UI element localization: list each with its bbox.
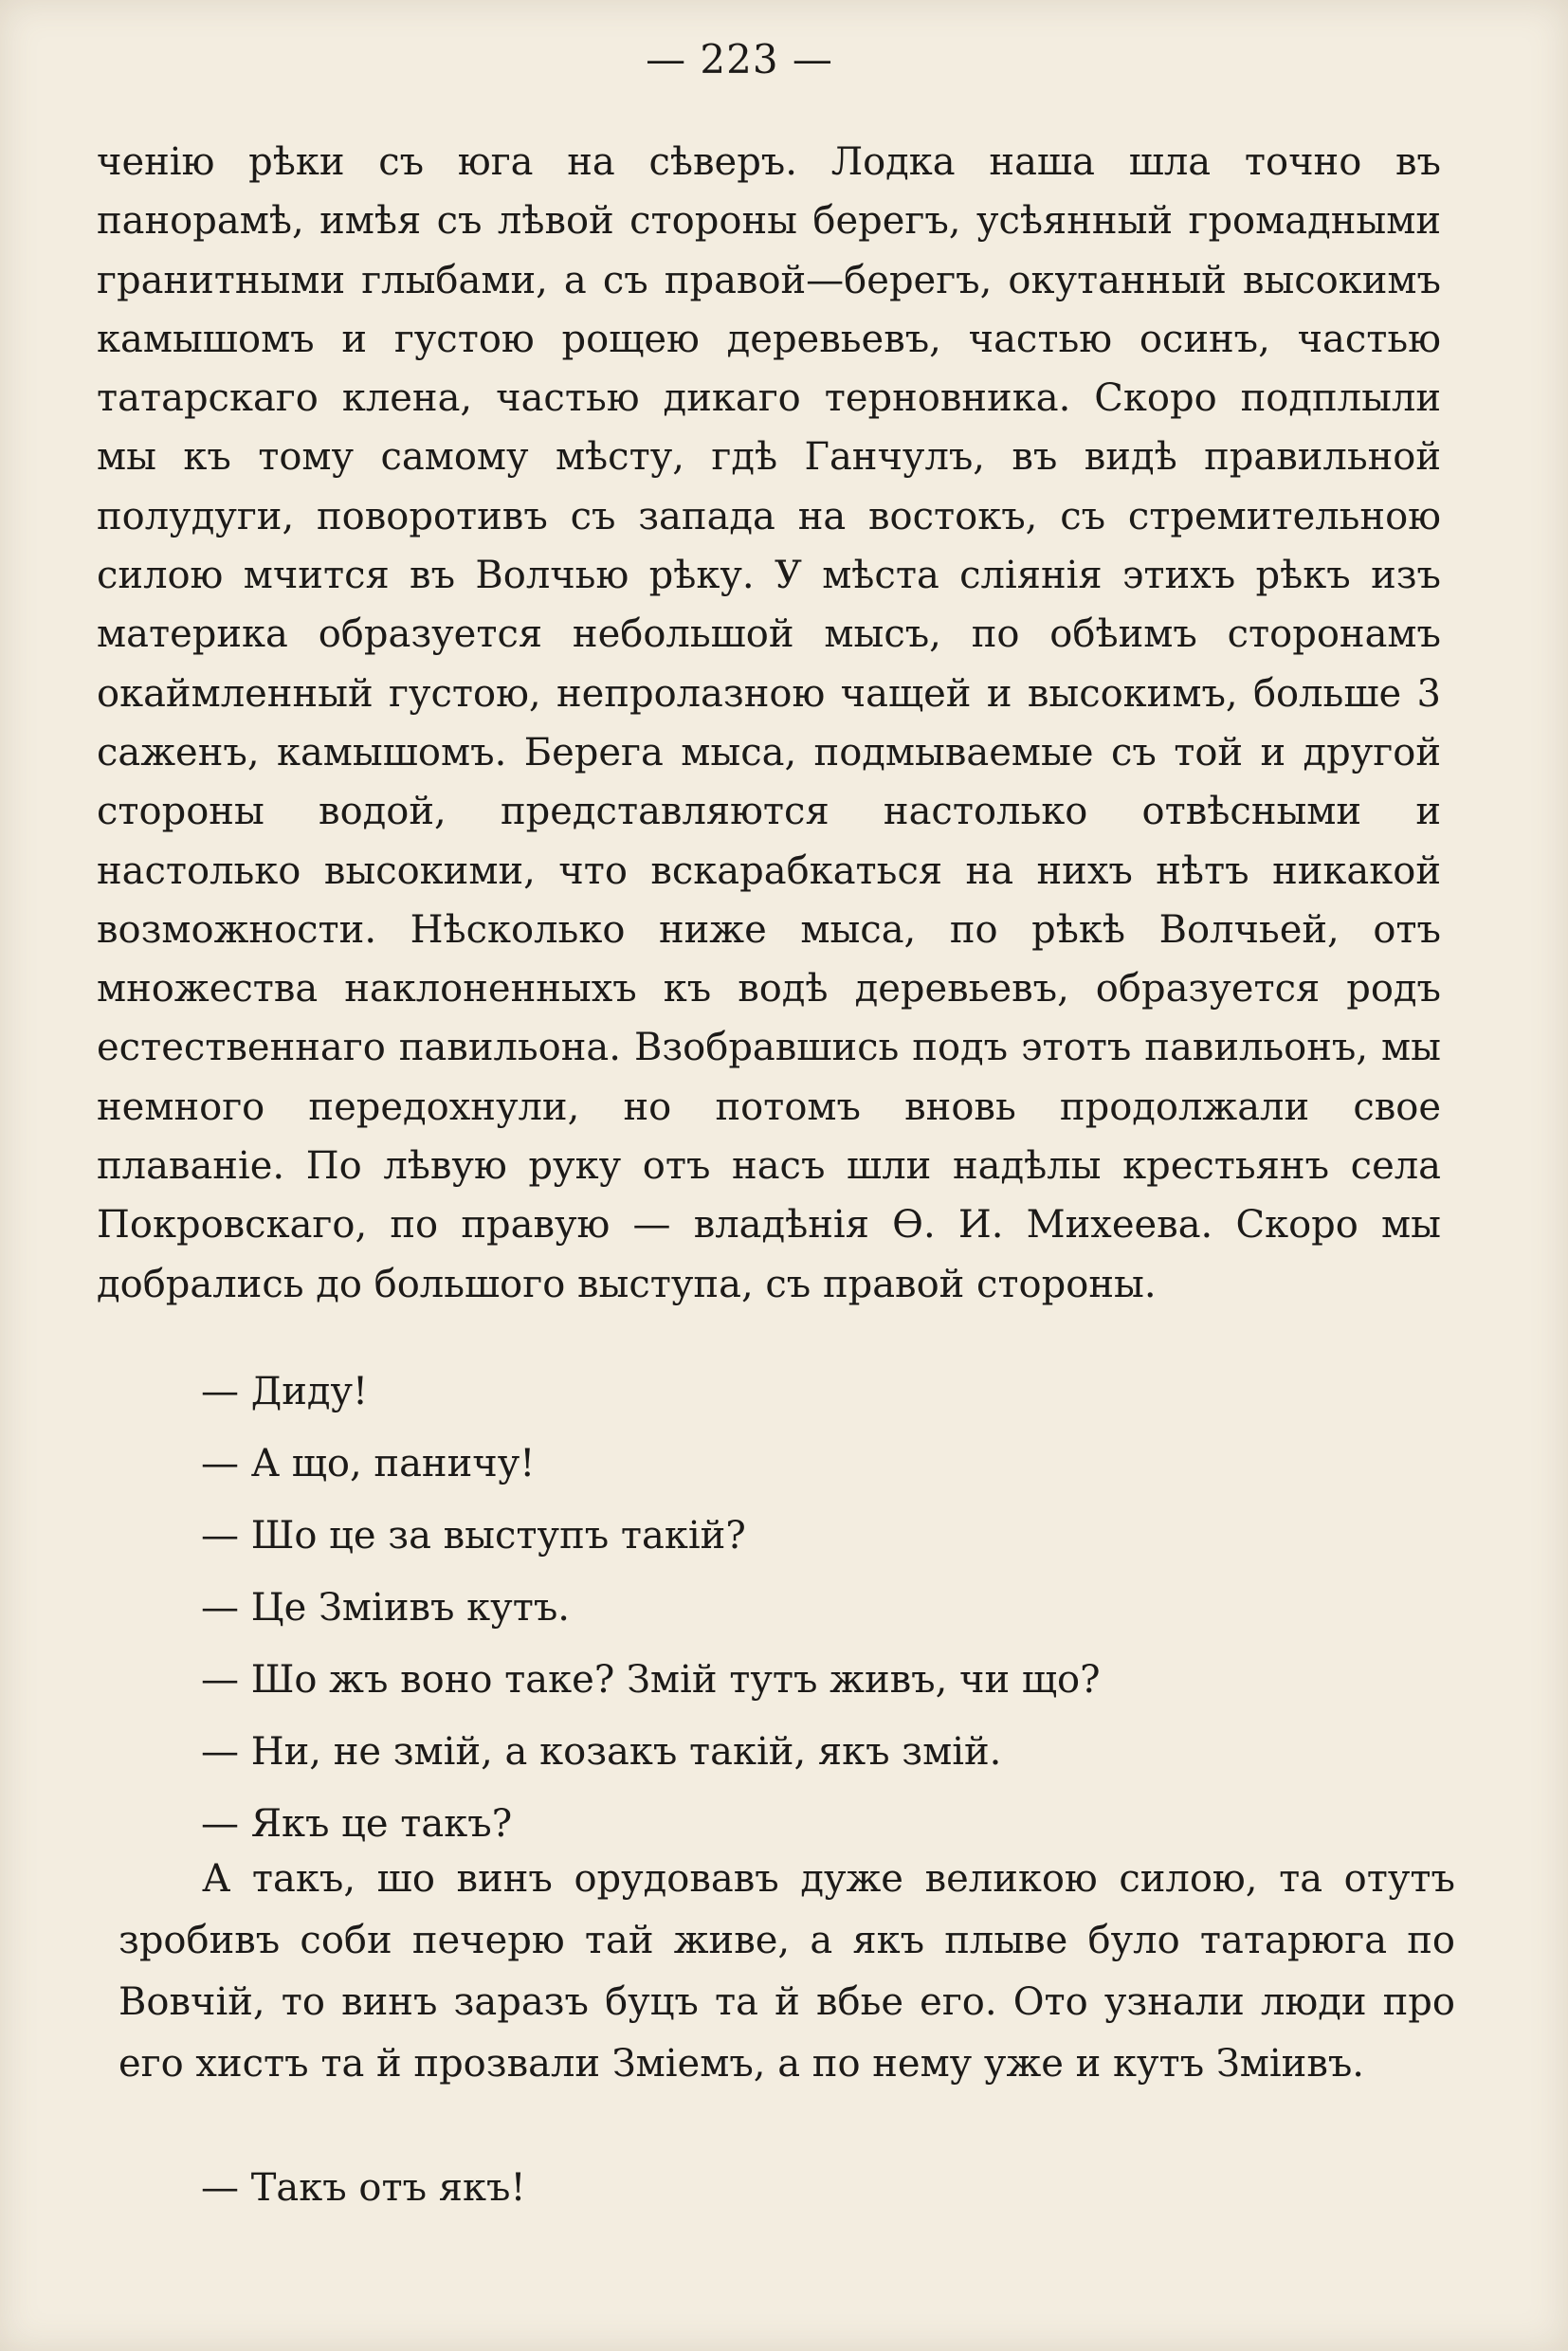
dialogue-block	[201, 1356, 1433, 1860]
dialogue-line: — Ни, не змій, а козакъ такій, якъ змій.	[201, 1730, 1002, 1774]
dialogue-line: — Шо жъ воно таке? Змій тутъ живъ, чи що?	[201, 1658, 1101, 1702]
page-number: — 223 —	[646, 36, 833, 82]
dialogue-line: — Якъ це такъ?	[201, 1802, 513, 1846]
dialogue-line: — Шо це за выступъ такій?	[201, 1514, 746, 1558]
paragraph-answer: А такъ, шо винъ орудовавъ дуже великою силою, та отутъ зробивъ соби печерю тай живе, а якъ плыве було татарюга по Вовчій, то винъ заразъ буцъ та й вбье его. Ото узнали люди про его хистъ та й прозвали Змiемъ, а по нему уже и кутъ Змiивъ.	[119, 1857, 1455, 2086]
dialogue-line: — А що, паничу!	[201, 1442, 536, 1485]
paragraph-narrative: ченію рѣки съ юга на сѣверъ. Лодка наша шла точно въ панорамѣ, имѣя съ лѣвой стороны берегъ, усѣянный громадными гранитными глыбами, а съ правой—берегъ, окутанный высокимъ камышомъ и густою рощею деревьевъ, частью осинъ, частью татарскаго клена, частью дикаго терновника. Скоро подплыли мы къ тому самому мѣсту, гдѣ Ганчулъ, въ видѣ правильной полудуги, поворотивъ съ запада на востокъ, съ стремительною силою мчится въ Волчью рѣку. У мѣста сліянія этихъ рѣкъ изъ материка образуется небольшой мысъ, по обѣимъ сторонамъ окаймленный густою, непролазною чащей и высокимъ, больше 3 саженъ, камышомъ. Берега мыса, подмываемые съ той и другой стороны водой, представляются настолько отвѣсными и настолько высокими, что вскарабкаться на нихъ нѣтъ никакой возможности. Нѣсколько ниже мыса, по рѣкѣ Волчьей, отъ множества наклоненныхъ къ водѣ деревьевъ, образуется родъ естественнаго павильона. Взобравшись подъ этотъ павильонъ, мы немного передохнули, но потомъ вновь продолжали свое плаваніе. По лѣвую руку отъ насъ шли надѣлы крестьянъ села Покровскаго, по правую — владѣнія Ѳ. И. Михеева. Скоро мы добрались до большого выступа, съ правой стороны.	[97, 140, 1441, 1306]
dialogue-line: — Диду!	[201, 1370, 369, 1413]
dialogue-line: — Це Змiивъ кутъ.	[201, 1586, 570, 1630]
dialogue-closing-line: — Такъ отъ якъ!	[201, 2166, 526, 2210]
